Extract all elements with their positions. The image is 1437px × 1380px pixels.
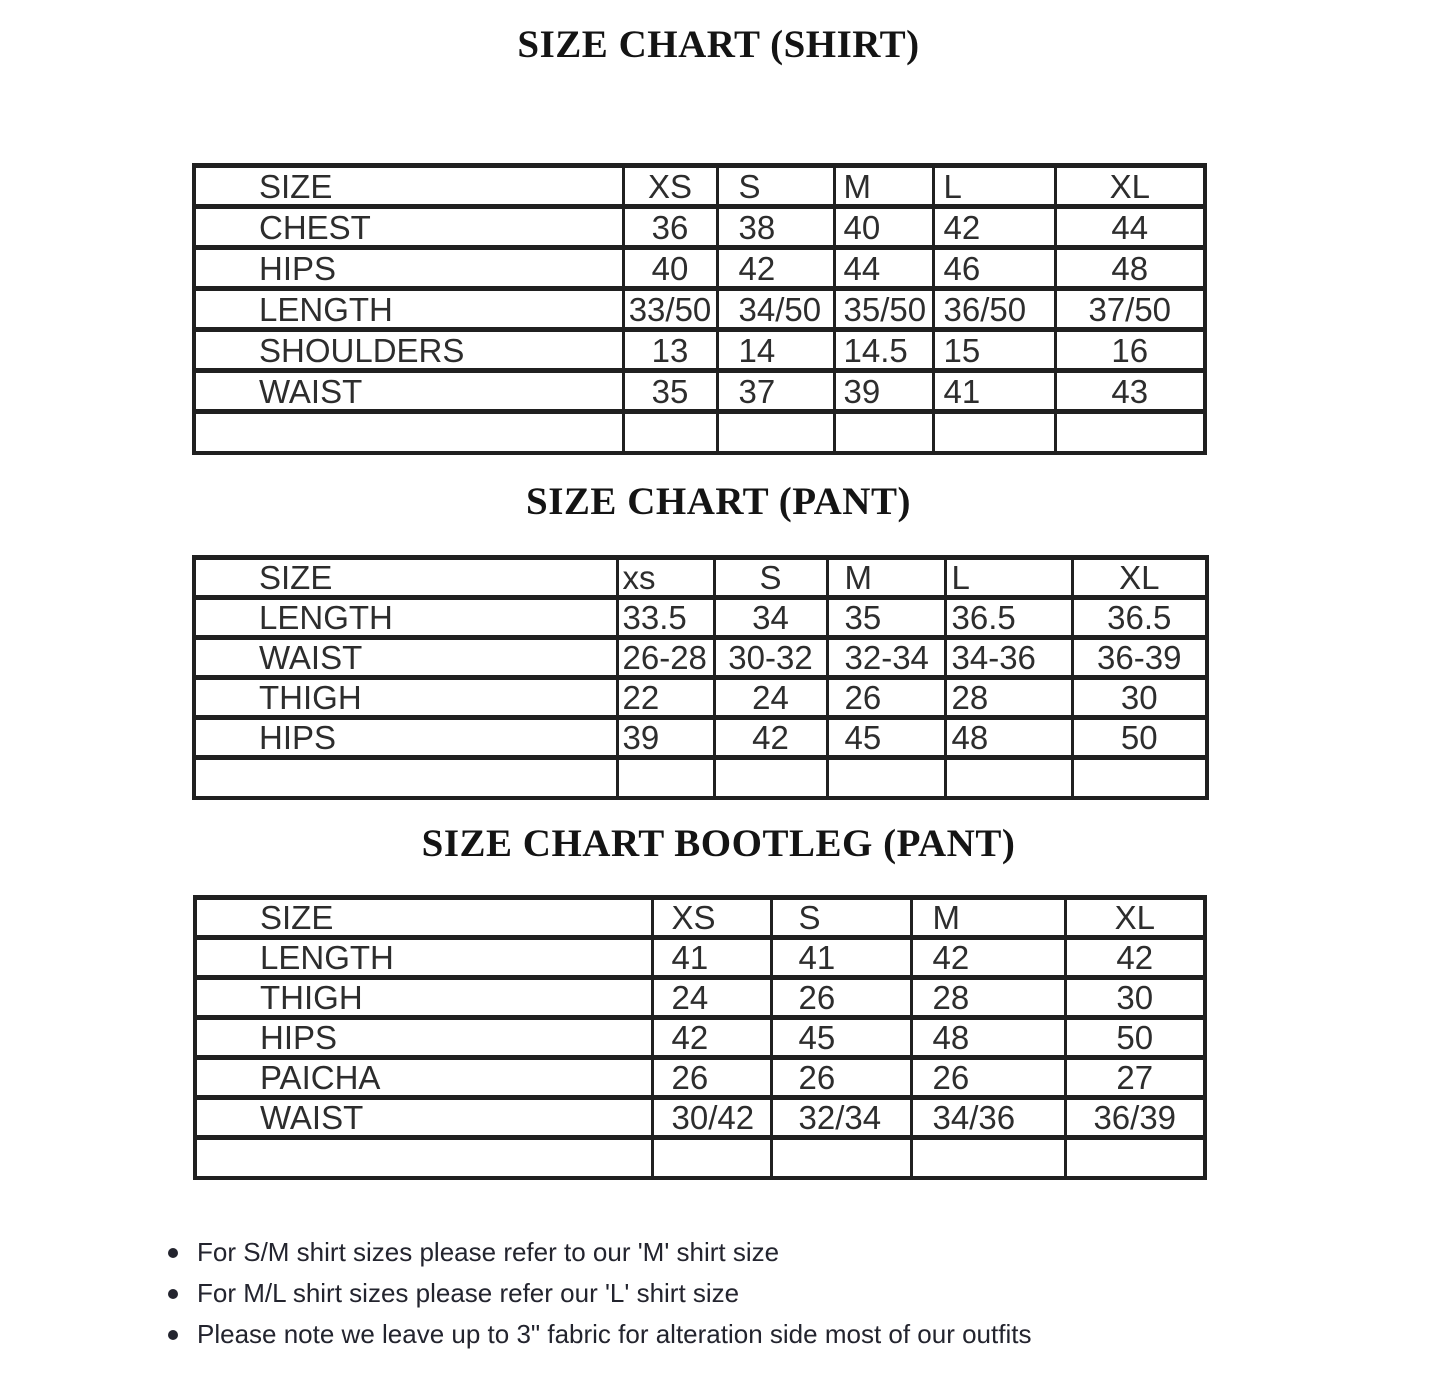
value-cell: 36/50 [933,289,1055,330]
table-row [195,978,1205,1018]
value-cell: 36/39 [1065,1098,1205,1138]
header-row [195,898,1205,938]
note-item [168,1273,1031,1314]
value-cell: 14.5 [834,330,933,371]
row-label-cell: WAIST [195,1098,652,1138]
value-cell: 45 [827,718,945,758]
column-header-cell: M [827,558,945,598]
row-label-cell: WAIST [194,638,617,678]
bootleg-chart-title: SIZE CHART BOOTLEG (PANT) [421,822,1016,865]
table-row [194,678,1207,718]
note-item [168,1232,1031,1273]
value-cell [771,1138,911,1178]
row-label-cell [195,1138,652,1178]
value-cell: 15 [933,330,1055,371]
value-cell: 50 [1072,718,1207,758]
value-cell: 39 [834,371,933,412]
value-cell: 26 [652,1058,771,1098]
row-label-cell: HIPS [194,248,623,289]
value-cell [911,1138,1065,1178]
column-header-cell: XL [1065,898,1205,938]
value-cell [1065,1138,1205,1178]
table-row [194,207,1205,248]
value-cell: 41 [771,938,911,978]
value-cell: 48 [945,718,1072,758]
shirt-size-table [192,163,1207,455]
value-cell: 30-32 [714,638,827,678]
column-header-cell: L [945,558,1072,598]
value-cell: 32-34 [827,638,945,678]
value-cell [717,412,834,453]
row-label-cell: PAICHA [195,1058,652,1098]
column-header-cell: SIZE [194,166,623,207]
value-cell [714,758,827,798]
column-header-cell: XS [623,166,717,207]
value-cell [623,412,717,453]
table-row [195,1058,1205,1098]
row-label-cell: HIPS [194,718,617,758]
value-cell: 42 [652,1018,771,1058]
table-row [195,1018,1205,1058]
row-label-cell: LENGTH [194,598,617,638]
column-header-cell: M [911,898,1065,938]
column-header-cell: SIZE [195,898,652,938]
value-cell: 42 [714,718,827,758]
bullet-icon [168,1330,178,1340]
notes-list [168,1232,1031,1355]
value-cell: 34/50 [717,289,834,330]
table-row [194,718,1207,758]
table-row [194,371,1205,412]
table-row [194,289,1205,330]
column-header-cell: XL [1055,166,1205,207]
column-header-cell: S [717,166,834,207]
value-cell: 34/36 [911,1098,1065,1138]
value-cell: 37/50 [1055,289,1205,330]
table-row [195,1138,1205,1178]
table-row [195,1098,1205,1138]
pant-chart-title: SIZE CHART (PANT) [526,480,911,523]
value-cell: 34 [714,598,827,638]
row-label-cell: THIGH [194,678,617,718]
column-header-cell: XL [1072,558,1207,598]
shirt-chart-title: SIZE CHART (SHIRT) [517,23,920,66]
value-cell: 26 [771,978,911,1018]
value-cell: 13 [623,330,717,371]
value-cell: 35/50 [834,289,933,330]
header-row [194,166,1205,207]
value-cell: 48 [911,1018,1065,1058]
value-cell: 26 [771,1058,911,1098]
value-cell: 34-36 [945,638,1072,678]
note-text: For M/L shirt sizes please refer our 'L' shirt size [197,1278,740,1308]
row-label-cell: THIGH [195,978,652,1018]
value-cell: 36.5 [1072,598,1207,638]
value-cell: 26 [827,678,945,718]
table-row [195,938,1205,978]
value-cell [945,758,1072,798]
value-cell [617,758,714,798]
value-cell [933,412,1055,453]
value-cell: 32/34 [771,1098,911,1138]
row-label-cell [194,758,617,798]
value-cell: 24 [652,978,771,1018]
value-cell: 27 [1065,1058,1205,1098]
column-header-cell: xs [617,558,714,598]
value-cell: 37 [717,371,834,412]
row-label-cell: LENGTH [195,938,652,978]
value-cell: 36 [623,207,717,248]
pant-size-table [192,555,1209,800]
value-cell [652,1138,771,1178]
note-text: For S/M shirt sizes please refer to our 'M' shirt size [197,1237,780,1267]
value-cell: 42 [1065,938,1205,978]
value-cell: 42 [933,207,1055,248]
value-cell: 14 [717,330,834,371]
value-cell: 22 [617,678,714,718]
row-label-cell: LENGTH [194,289,623,330]
table-row [194,638,1207,678]
header-row [194,558,1207,598]
table-row [194,330,1205,371]
value-cell: 30 [1065,978,1205,1018]
value-cell: 33.5 [617,598,714,638]
value-cell: 26-28 [617,638,714,678]
value-cell: 36-39 [1072,638,1207,678]
row-label-cell: HIPS [195,1018,652,1058]
column-header-cell: XS [652,898,771,938]
column-header-cell: S [714,558,827,598]
value-cell: 42 [717,248,834,289]
row-label-cell: WAIST [194,371,623,412]
note-item [168,1314,1031,1355]
value-cell: 38 [717,207,834,248]
value-cell: 26 [911,1058,1065,1098]
value-cell: 16 [1055,330,1205,371]
value-cell: 50 [1065,1018,1205,1058]
table-row [194,758,1207,798]
value-cell: 45 [771,1018,911,1058]
table-row [194,412,1205,453]
value-cell: 44 [1055,207,1205,248]
value-cell: 33/50 [623,289,717,330]
row-label-cell: CHEST [194,207,623,248]
value-cell: 35 [623,371,717,412]
value-cell: 41 [652,938,771,978]
table-row [194,248,1205,289]
value-cell [1055,412,1205,453]
value-cell: 35 [827,598,945,638]
bootleg-size-table [193,895,1207,1180]
value-cell: 30/42 [652,1098,771,1138]
value-cell: 40 [834,207,933,248]
column-header-cell: M [834,166,933,207]
value-cell [1072,758,1207,798]
table-row [194,598,1207,638]
value-cell: 28 [945,678,1072,718]
value-cell: 44 [834,248,933,289]
bullet-icon [168,1289,178,1299]
value-cell: 40 [623,248,717,289]
value-cell: 48 [1055,248,1205,289]
column-header-cell: L [933,166,1055,207]
bullet-icon [168,1248,178,1258]
value-cell [827,758,945,798]
column-header-cell: S [771,898,911,938]
value-cell: 28 [911,978,1065,1018]
value-cell: 41 [933,371,1055,412]
value-cell: 36.5 [945,598,1072,638]
column-header-cell: SIZE [194,558,617,598]
value-cell: 39 [617,718,714,758]
value-cell: 46 [933,248,1055,289]
value-cell: 24 [714,678,827,718]
row-label-cell: SHOULDERS [194,330,623,371]
value-cell: 42 [911,938,1065,978]
note-text: Please note we leave up to 3" fabric for alteration side most of our outfits [197,1319,1032,1349]
value-cell: 43 [1055,371,1205,412]
value-cell [834,412,933,453]
value-cell: 30 [1072,678,1207,718]
row-label-cell [194,412,623,453]
